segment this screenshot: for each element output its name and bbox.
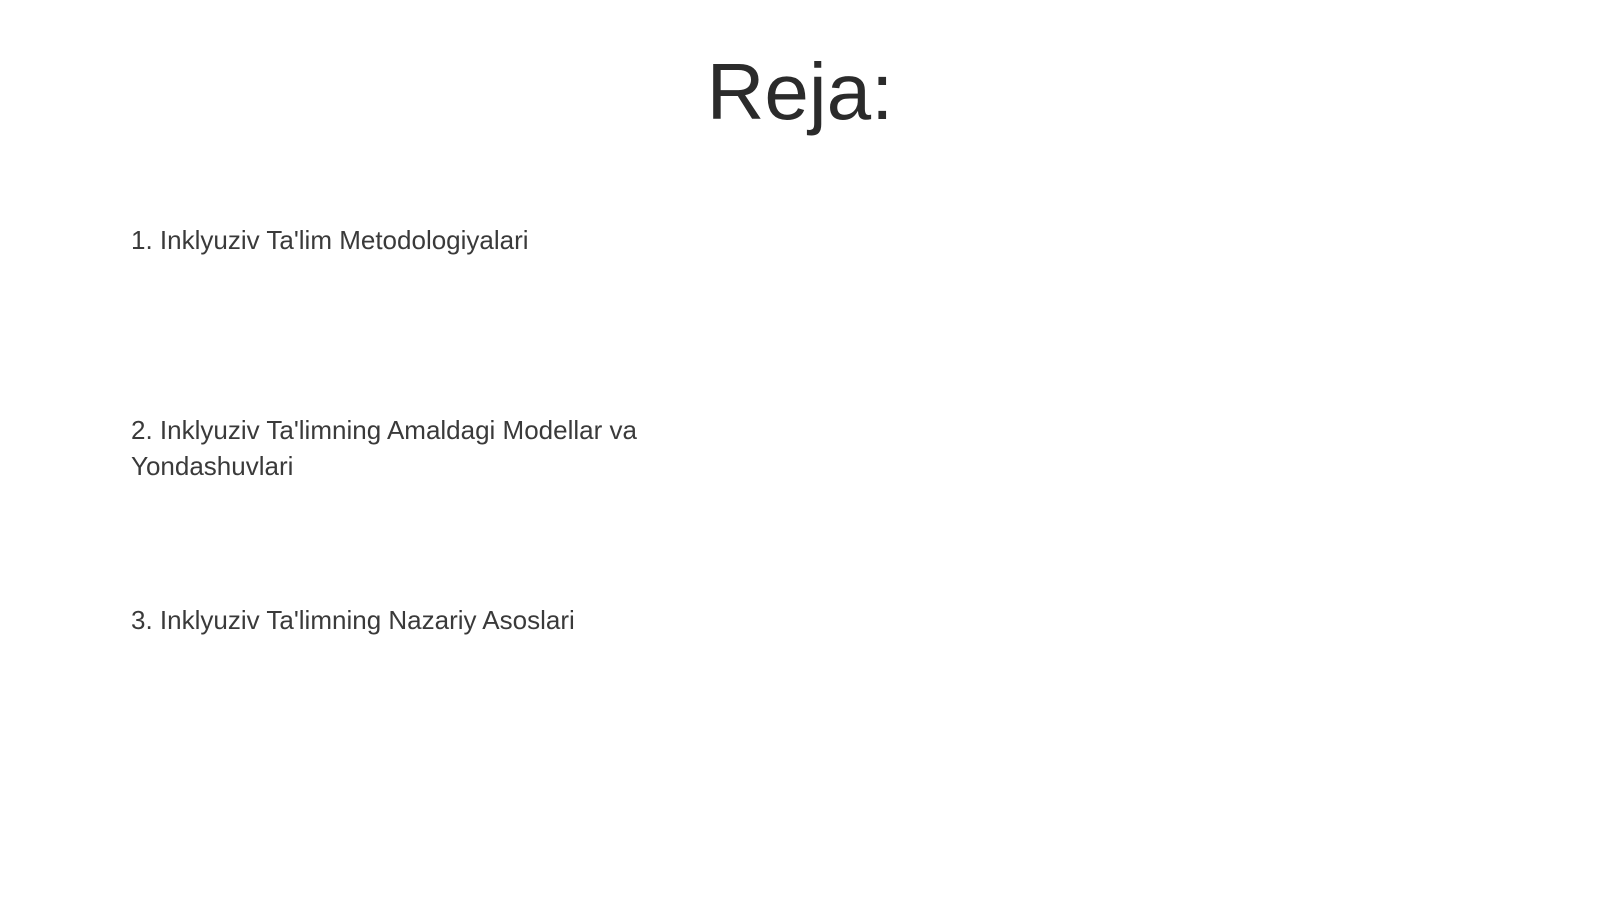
plan-item-3: 3. Inklyuziv Ta'limning Nazariy Asoslari	[131, 605, 575, 635]
plan-item-2: 2. Inklyuziv Ta'limning Amaldagi Modellar va Yondashuvlari	[131, 415, 637, 481]
plan-item-1: 1. Inklyuziv Ta'lim Metodologiyalari	[131, 225, 529, 255]
slide-title: Reja:	[706, 47, 894, 136]
